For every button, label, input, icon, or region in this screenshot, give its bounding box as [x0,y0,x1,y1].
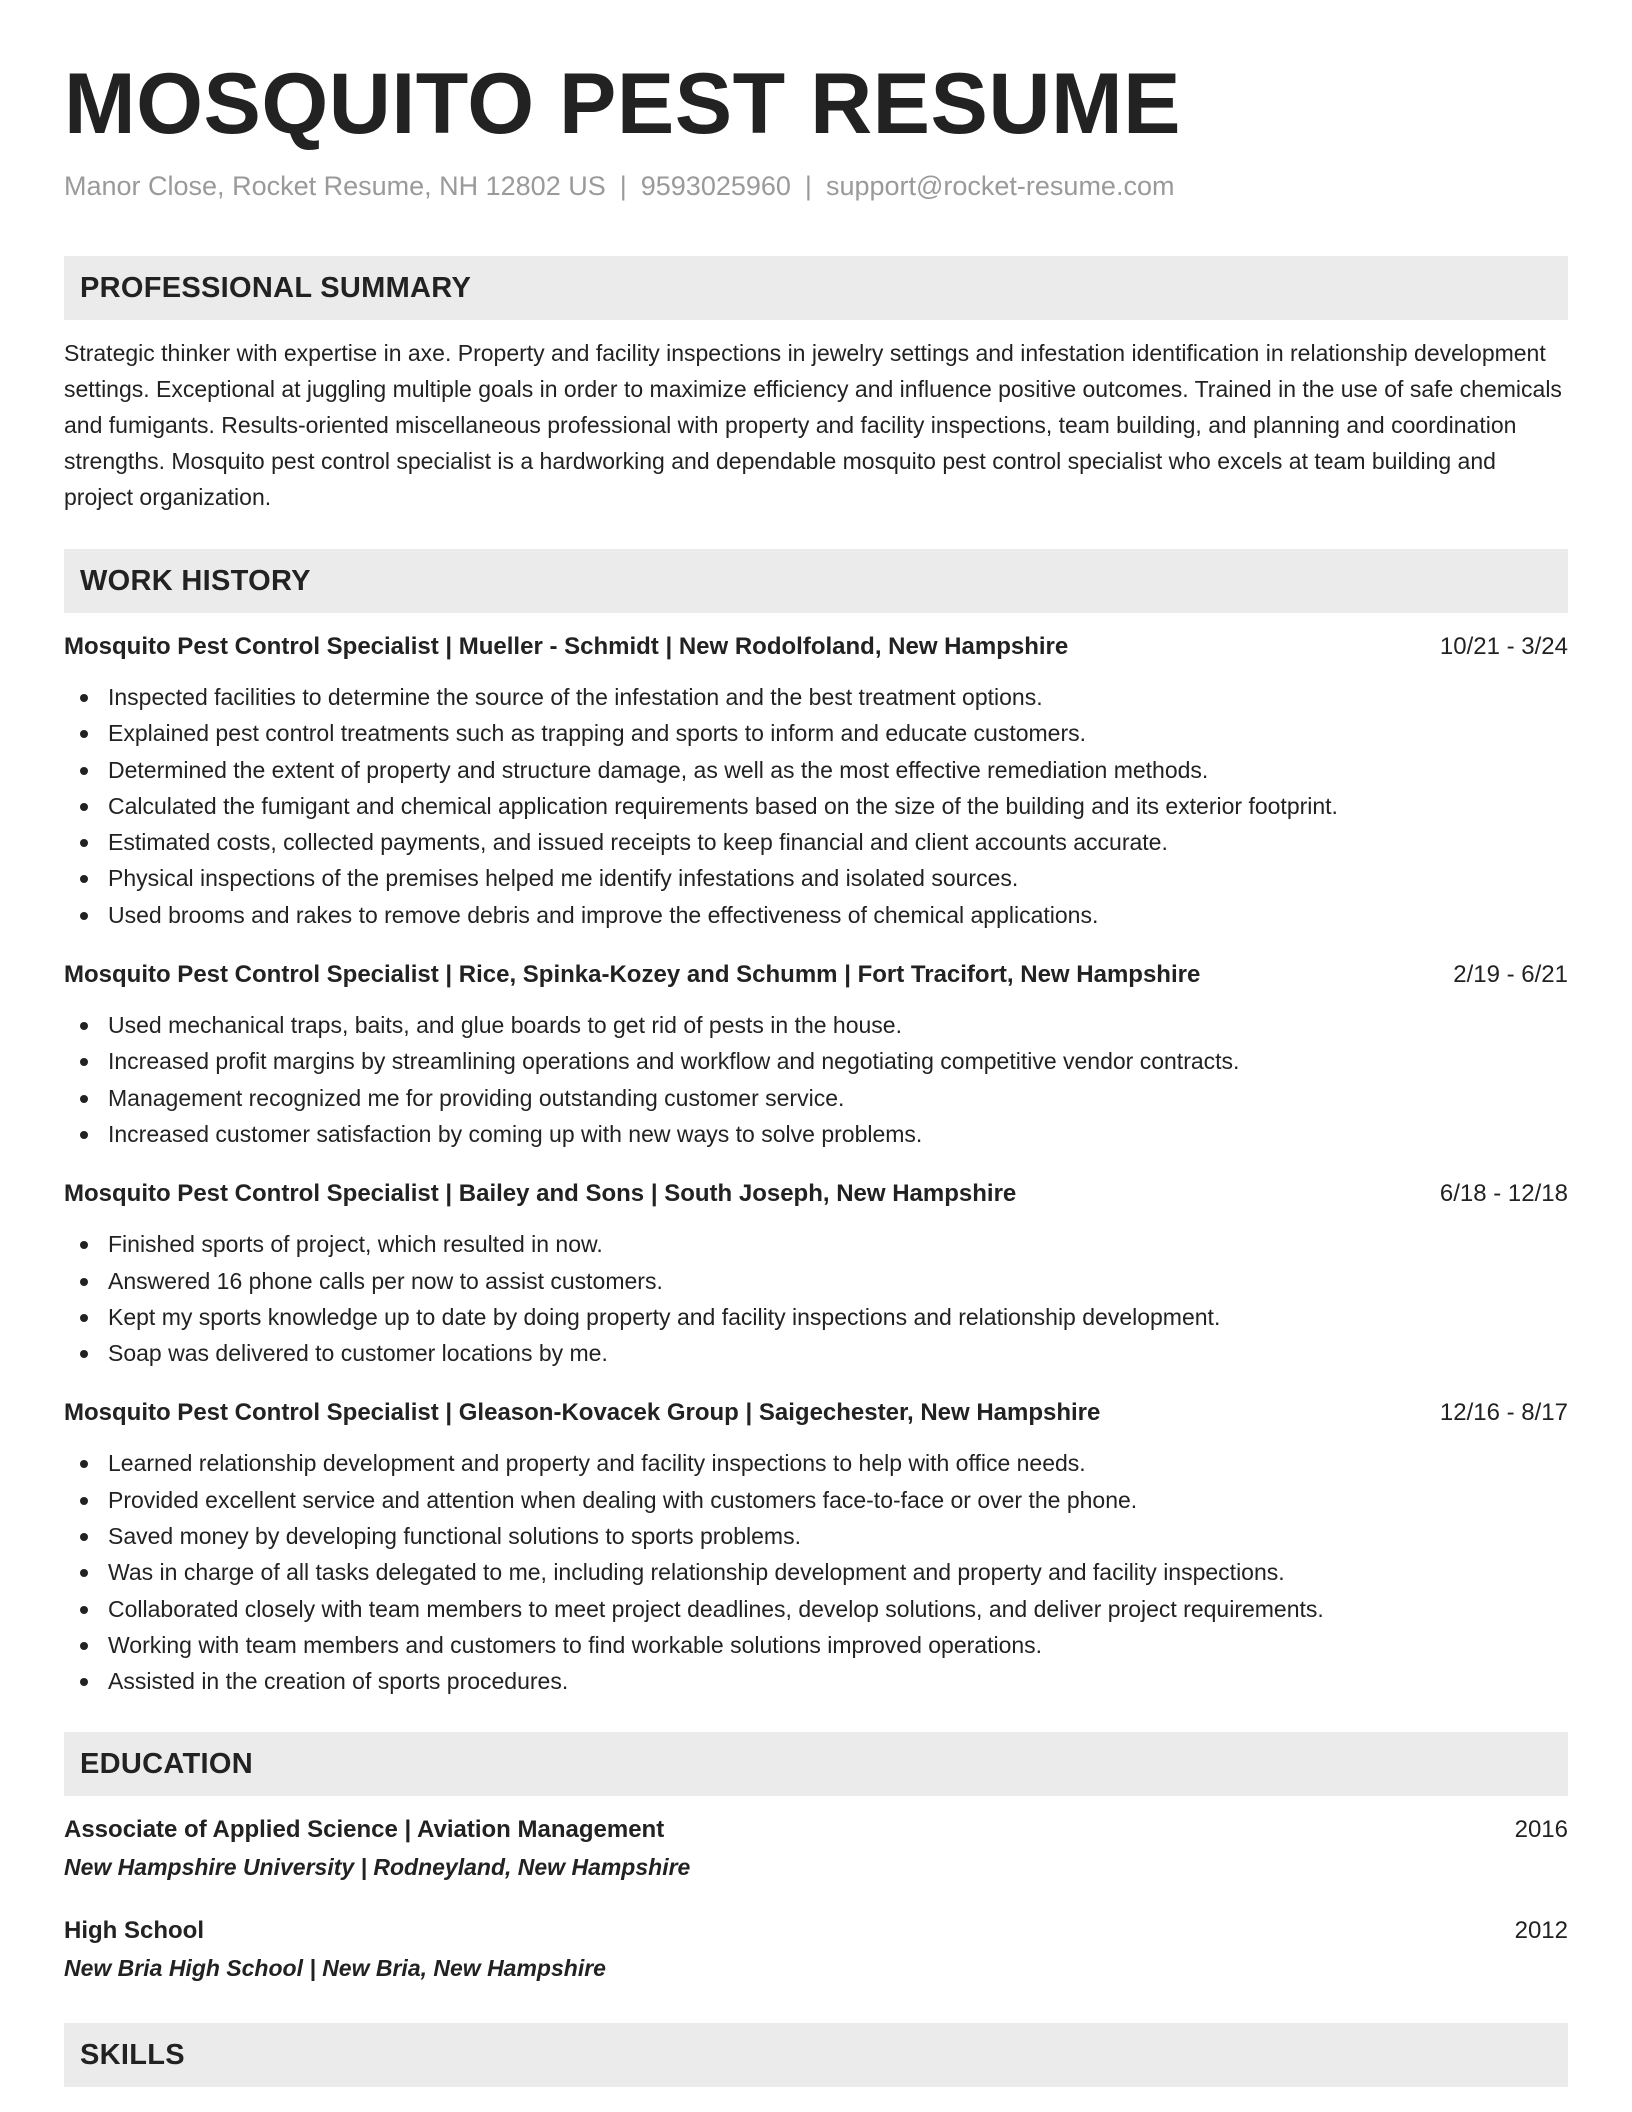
bullet-dot-icon [80,1241,88,1249]
bullet-dot-icon [80,1533,88,1541]
bullet-dot-icon [80,875,88,883]
contact-email: support@rocket-resume.com [825,171,1175,201]
job-bullet: Finished sports of project, which resulted in now. [64,1226,1568,1262]
job-bullet-list [64,1226,1568,1371]
job-bullet: Used mechanical traps, baits, and glue boards to get rid of pests in the house. [64,1007,1568,1043]
job-bullet: Increased customer satisfaction by coming up with new ways to solve problems. [64,1116,1568,1152]
job-bullet: Collaborated closely with team members to meet project deadlines, develop solutions, and deliver project requirements. [64,1591,1568,1627]
job-bullet: Working with team members and customers to find workable solutions improved operations. [64,1627,1568,1663]
summary-text: Strategic thinker with expertise in axe. Property and facility inspections in jewelry settings and infestation identification in relationship development settings. Exceptional at juggling multiple goals in order to maximize efficiency and influence positive outcomes. Trained in the use of safe chemicals and fumigants. Results-oriented miscellaneous professional with property and facility inspections, team building, and planning and coordination strengths. Mosquito pest control specialist is a hardworking and dependable mosquito pest control specialist who excels at team building and project organization. [64,340,1562,510]
section-header-work-history: WORK HISTORY [64,549,1568,613]
bullet-dot-icon [80,694,88,702]
job-bullet: Learned relationship development and property and facility inspections to help with office needs. [64,1445,1568,1481]
bullet-dot-icon [80,1460,88,1468]
bullet-dot-icon [80,767,88,775]
job-entry [64,629,1568,933]
job-title: Mosquito Pest Control Specialist | Bailey and Sons | South Joseph, New Hampshire [64,1180,1017,1208]
job-bullet: Management recognized me for providing outstanding customer service. [64,1080,1568,1116]
bullet-dot-icon [80,1131,88,1139]
resume-name: MOSQUITO PEST RESUME [64,56,1181,152]
job-bullet: Estimated costs, collected payments, and issued receipts to keep financial and client accounts accurate. [64,824,1568,860]
education-school: New Bria High School | New Bria, New Hampshire [64,1954,606,1981]
bullet-dot-icon [80,912,88,920]
bullet-dot-icon [80,1095,88,1103]
bullet-dot-icon [80,1497,88,1505]
job-entry [64,1395,1568,1699]
job-bullet: Saved money by developing functional solutions to sports problems. [64,1518,1568,1554]
job-bullet: Physical inspections of the premises helped me identify infestations and isolated sources. [64,860,1568,896]
job-bullet: Kept my sports knowledge up to date by doing property and facility inspections and relationship development. [64,1299,1568,1335]
bullet-dot-icon [80,1606,88,1614]
education-entry [64,1913,1568,1987]
job-dates: 10/21 - 3/24 [1439,633,1568,660]
contact-phone: 9593025960 [640,171,791,201]
bullet-dot-icon [80,1350,88,1358]
job-title: Mosquito Pest Control Specialist | Gleason-Kovacek Group | Saigechester, New Hampshire [64,1399,1101,1427]
job-bullet-list [64,1445,1568,1699]
job-entry [64,1176,1568,1371]
contact-separator: | [804,171,812,201]
job-bullet-list [64,679,1568,933]
bullet-dot-icon [80,1642,88,1650]
job-bullet: Answered 16 phone calls per now to assist customers. [64,1263,1568,1299]
bullet-dot-icon [80,1569,88,1577]
section-header-education: EDUCATION [64,1732,1568,1796]
job-bullet: Inspected facilities to determine the source of the infestation and the best treatment options. [64,679,1568,715]
job-bullet-list [64,1007,1568,1152]
contact-address: Manor Close, Rocket Resume, NH 12802 US [64,171,606,201]
bullet-dot-icon [80,730,88,738]
bullet-dot-icon [80,1022,88,1030]
education-degree: High School [64,1916,204,1944]
job-dates: 12/16 - 8/17 [1439,1399,1568,1427]
job-title: Mosquito Pest Control Specialist | Mueller - Schmidt | New Rodolfoland, New Hampshire [64,633,1069,660]
bullet-dot-icon [80,839,88,847]
education-year: 2016 [1514,1815,1568,1843]
job-entry [64,957,1568,1152]
section-header-skills: SKILLS [64,2023,1568,2087]
resume-page [64,0,1568,2087]
job-bullet: Explained pest control treatments such as trapping and sports to inform and educate customers. [64,715,1568,751]
education-degree: Associate of Applied Science | Aviation Management [64,1815,665,1843]
job-bullet: Soap was delivered to customer locations by me. [64,1335,1568,1371]
job-bullet: Provided excellent service and attention when dealing with customers face-to-face or over the phone. [64,1482,1568,1518]
bullet-dot-icon [80,1314,88,1322]
contact-line [64,168,1568,204]
job-bullet: Assisted in the creation of sports procedures. [64,1663,1568,1699]
job-bullet: Increased profit margins by streamlining operations and workflow and negotiating competitive vendor contracts. [64,1043,1568,1079]
job-bullet: Determined the extent of property and structure damage, as well as the most effective remediation methods. [64,752,1568,788]
contact-separator: | [619,171,627,201]
education-year: 2012 [1514,1916,1568,1944]
education-school: New Hampshire University | Rodneyland, New Hampshire [64,1853,691,1880]
bullet-dot-icon [80,803,88,811]
bullet-dot-icon [80,1058,88,1066]
section-header-summary: PROFESSIONAL SUMMARY [64,256,1568,320]
job-title: Mosquito Pest Control Specialist | Rice, Spinka-Kozey and Schumm | Fort Tracifort, New Hampshire [64,961,1201,989]
job-bullet: Was in charge of all tasks delegated to me, including relationship development and property and facility inspections. [64,1554,1568,1590]
bullet-dot-icon [80,1278,88,1286]
job-dates: 6/18 - 12/18 [1439,1180,1568,1208]
job-dates: 2/19 - 6/21 [1453,961,1568,989]
job-bullet: Used brooms and rakes to remove debris and improve the effectiveness of chemical applications. [64,897,1568,933]
education-entry [64,1812,1568,1886]
bullet-dot-icon [80,1678,88,1686]
job-bullet: Calculated the fumigant and chemical application requirements based on the size of the building and its exterior footprint. [64,788,1568,824]
